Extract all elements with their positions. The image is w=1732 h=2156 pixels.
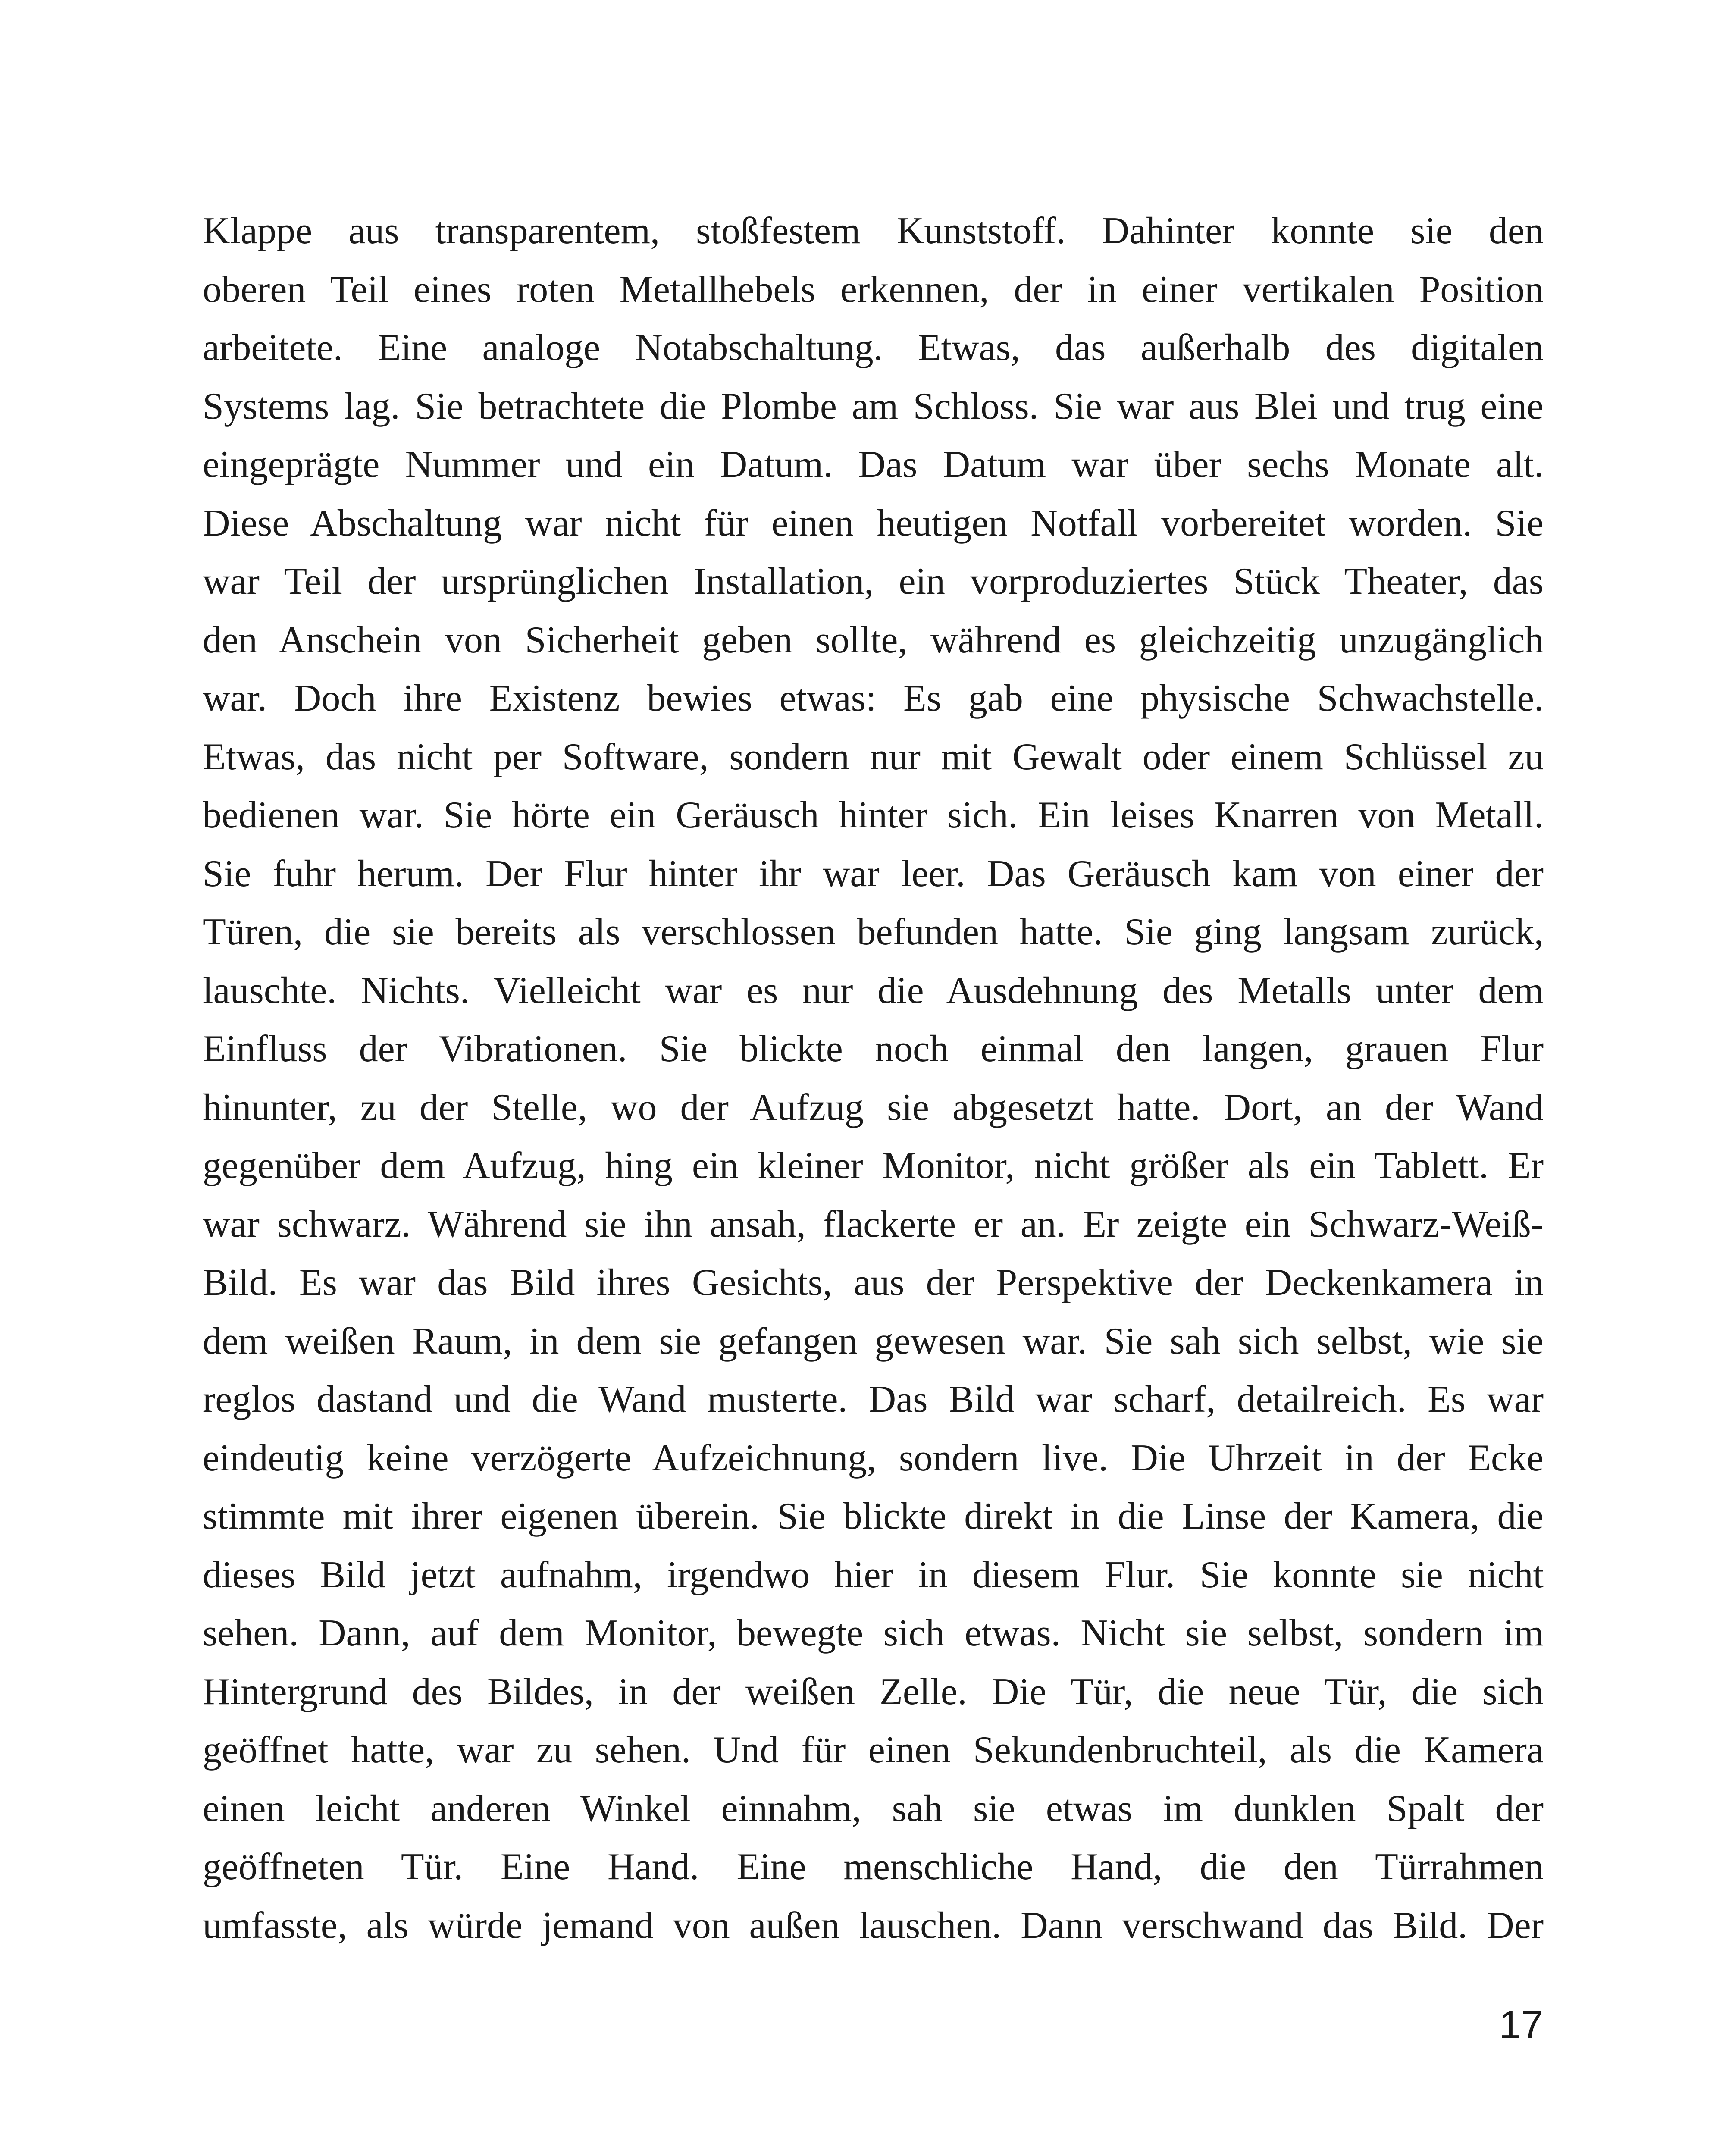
- text-line: lauschte. Nichts. Vielleicht war es nur die Ausdehnung des Metalls unter dem: [203, 969, 1544, 1012]
- text-line: Systems lag. Sie betrachtete die Plombe am Schloss. Sie war aus Blei und trug eine: [203, 385, 1544, 427]
- text-line: stimmte mit ihrer eigenen überein. Sie blickte direkt in die Linse der Kamera, die: [203, 1495, 1544, 1537]
- text-line: sehen. Dann, auf dem Monitor, bewegte sich etwas. Nicht sie selbst, sondern im: [203, 1612, 1544, 1654]
- text-line: dem weißen Raum, in dem sie gefangen gewesen war. Sie sah sich selbst, wie sie: [203, 1320, 1544, 1362]
- text-line: den Anschein von Sicherheit geben sollte, während es gleichzeitig unzugänglich: [203, 619, 1544, 661]
- text-line: oberen Teil eines roten Metallhebels erkennen, der in einer vertikalen Position: [203, 268, 1544, 310]
- text-line: war Teil der ursprünglichen Installation, ein vorproduziertes Stück Theater, das: [203, 561, 1544, 602]
- text-line: Etwas, das nicht per Software, sondern nur mit Gewalt oder einem Schlüssel zu: [203, 736, 1544, 778]
- text-line: geöffneten Tür. Eine Hand. Eine menschliche Hand, die den Türrahmen: [203, 1846, 1544, 1888]
- text-line: bedienen war. Sie hörte ein Geräusch hinter sich. Ein leises Knarren von Metall.: [203, 794, 1544, 836]
- text-line: umfasste, als würde jemand von außen lauschen. Dann verschwand das Bild. Der: [203, 1904, 1544, 1946]
- text-line: reglos dastand und die Wand musterte. Das Bild war scharf, detailreich. Es war: [203, 1379, 1544, 1420]
- text-line: einen leicht anderen Winkel einnahm, sah sie etwas im dunklen Spalt der: [203, 1787, 1544, 1830]
- text-line: eindeutig keine verzögerte Aufzeichnung, sondern live. Die Uhrzeit in der Ecke: [203, 1437, 1544, 1479]
- text-line: war schwarz. Während sie ihn ansah, flackerte er an. Er zeigte ein Schwarz-Weiß-: [203, 1203, 1544, 1245]
- text-line: Einfluss der Vibrationen. Sie blickte noch einmal den langen, grauen Flur: [203, 1028, 1544, 1070]
- text-line: Türen, die sie bereits als verschlossen befunden hatte. Sie ging langsam zurück,: [203, 911, 1544, 953]
- text-line: arbeitete. Eine analoge Notabschaltung. Etwas, das außerhalb des digitalen: [203, 327, 1544, 369]
- text-line: Hintergrund des Bildes, in der weißen Zelle. Die Tür, die neue Tür, die sich: [203, 1670, 1544, 1713]
- text-line: Bild. Es war das Bild ihres Gesichts, aus der Perspektive der Deckenkamera in: [203, 1262, 1544, 1304]
- text-line: hinunter, zu der Stelle, wo der Aufzug sie abgesetzt hatte. Dort, an der Wand: [203, 1086, 1544, 1128]
- text-line: gegenüber dem Aufzug, hing ein kleiner Monitor, nicht größer als ein Tablett. Er: [203, 1145, 1544, 1187]
- body-text: [203, 202, 1544, 1955]
- text-line: Diese Abschaltung war nicht für einen heutigen Notfall vorbereitet worden. Sie: [203, 502, 1544, 544]
- text-line: dieses Bild jetzt aufnahm, irgendwo hier in diesem Flur. Sie konnte sie nicht: [203, 1554, 1544, 1596]
- text-line: Klappe aus transparentem, stoßfestem Kunststoff. Dahinter konnte sie den: [203, 210, 1544, 252]
- text-line: war. Doch ihre Existenz bewies etwas: Es gab eine physische Schwachstelle.: [203, 677, 1544, 719]
- text-line: Sie fuhr herum. Der Flur hinter ihr war leer. Das Geräusch kam von einer der: [203, 852, 1544, 895]
- text-line: eingeprägte Nummer und ein Datum. Das Datum war über sechs Monate alt.: [203, 444, 1544, 486]
- page-number: 17: [1499, 2003, 1543, 2047]
- text-line: geöffnet hatte, war zu sehen. Und für einen Sekundenbruchteil, als die Kamera: [203, 1729, 1544, 1771]
